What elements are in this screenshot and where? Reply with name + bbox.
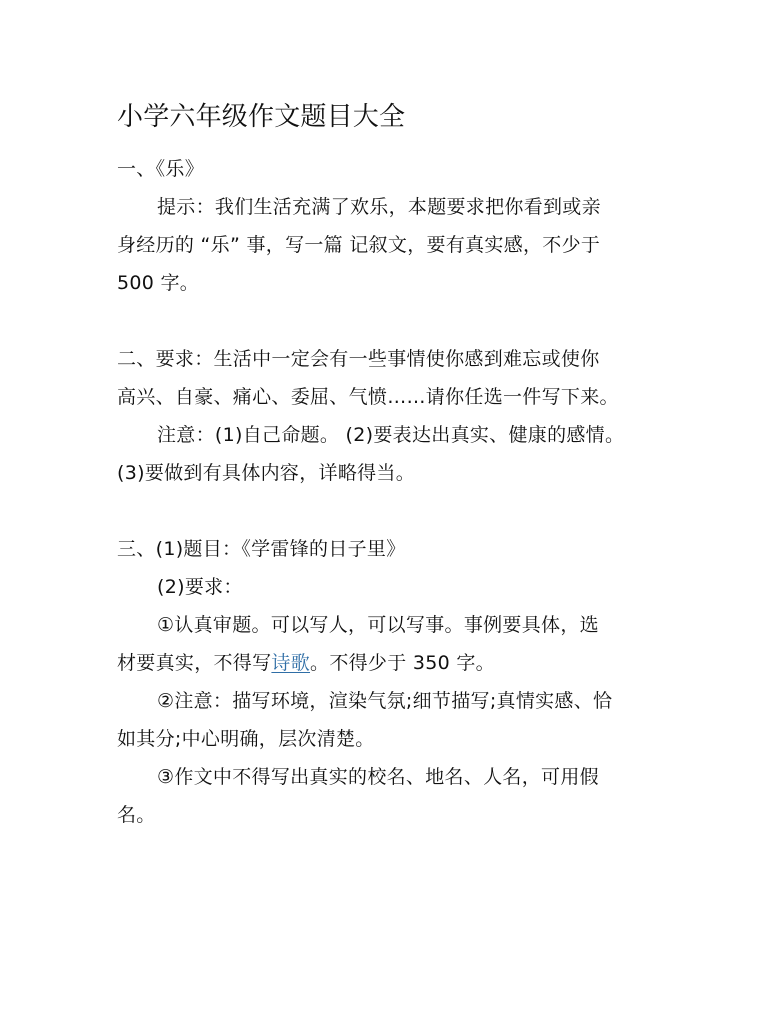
section-3-item-1-line: ①认真审题。可以写人，可以写事。事例要具体，选 <box>157 614 599 636</box>
section-1-hint-line: 500 字。 <box>117 272 200 294</box>
section-1-heading: 一、《乐》 <box>117 158 205 180</box>
section-3-item-1-text-before-link: 材要真实，不得写 <box>117 652 272 674</box>
section-2-note-line: 注意：(1)自己命题。 (2)要表达出真实、健康的感情。 <box>157 424 625 446</box>
section-3-item-2-line: ②注意：描写环境，渲染气氛;细节描写;真情实感、恰 <box>157 690 613 712</box>
section-3-item-1-line <box>117 644 647 682</box>
section-3-item-1-text-after-link: 。不得少于 350 字。 <box>310 652 495 674</box>
section-3-requirement-heading: (2)要求： <box>157 576 243 598</box>
section-3-item-2-line: 如其分;中心明确，层次清楚。 <box>117 728 375 750</box>
section-3-item-3-line: 名。 <box>117 804 156 826</box>
section-2-requirement-line: 高兴、自豪、痛心、委屈、气愤……请你任选一件写下来。 <box>117 386 619 408</box>
poetry-link[interactable]: 诗歌 <box>271 652 311 674</box>
section-3-topic-line: 三、(1)题目：《学雷锋的日子里》 <box>117 538 406 560</box>
paragraph-gap <box>117 492 647 530</box>
document-content <box>117 102 647 834</box>
page-title: 小学六年级作文题目大全 <box>117 102 406 132</box>
section-1-hint-line: 身经历的 “乐” 事，写一篇 记叙文，要有真实感，不少于 <box>117 234 601 256</box>
paragraph-gap <box>117 302 647 340</box>
section-3-item-3-line: ③作文中不得写出真实的校名、地名、人名，可用假 <box>157 766 599 788</box>
section-2-note-line: (3)要做到有具体内容，详略得当。 <box>117 462 416 484</box>
section-2-requirement-line: 二、要求：生活中一定会有一些事情使你感到难忘或使你 <box>117 348 600 370</box>
section-1-hint-line: 提示：我们生活充满了欢乐，本题要求把你看到或亲 <box>157 196 601 218</box>
